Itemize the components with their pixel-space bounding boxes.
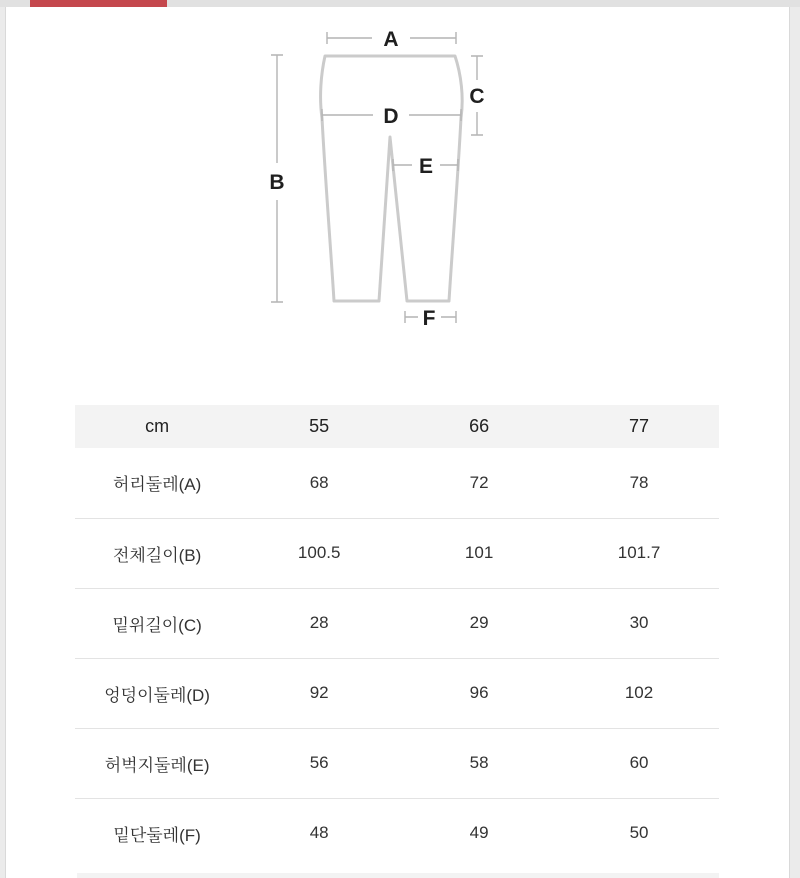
- cell-value: 102: [624, 683, 654, 702]
- cell-value: 49: [469, 823, 489, 843]
- measure-label-b: B: [269, 171, 285, 194]
- row-label: 허벅지둘레(E): [104, 755, 210, 775]
- cell-value: 56: [309, 753, 329, 772]
- measure-label-e: E: [418, 155, 434, 178]
- measure-label-f: F: [422, 307, 436, 330]
- table-row: [75, 448, 719, 518]
- cell-value: 29: [469, 613, 489, 632]
- cell-value: 72: [469, 472, 489, 492]
- size-table-container: [75, 405, 719, 868]
- cell-value: 60: [629, 753, 649, 772]
- row-label: 밑단둘레(F): [113, 825, 201, 845]
- unit-header-cell: cm: [145, 416, 170, 436]
- table-row: [75, 658, 719, 728]
- row-label: 밑위길이(C): [112, 615, 202, 635]
- table-row: [75, 588, 719, 658]
- measure-label-d: D: [383, 105, 399, 128]
- cell-value: 101.7: [617, 543, 661, 562]
- table-row: [75, 728, 719, 798]
- size-column-header: 66: [469, 416, 490, 436]
- table-row: [75, 798, 719, 868]
- next-table-header-partial: [77, 873, 719, 878]
- row-label: 전체길이(B): [112, 545, 202, 565]
- size-table: [75, 405, 719, 868]
- cell-value: 50: [629, 823, 649, 843]
- size-column-header: 77: [629, 416, 650, 436]
- row-label: 허리둘레(A): [112, 475, 202, 495]
- cell-value: 48: [309, 823, 329, 843]
- cell-value: 68: [309, 472, 329, 492]
- size-table-header-row: [75, 405, 719, 448]
- cell-value: 58: [469, 753, 489, 772]
- cell-value: 28: [309, 613, 329, 632]
- row-label: 엉덩이둘레(D): [104, 685, 210, 705]
- table-row: [75, 518, 719, 588]
- cell-value: 30: [629, 613, 649, 632]
- measure-label-a: A: [383, 28, 399, 51]
- measure-label-c: C: [469, 85, 485, 108]
- cell-value: 92: [309, 683, 329, 702]
- cell-value: 96: [469, 683, 489, 702]
- size-column-header: 55: [309, 416, 330, 436]
- cell-value: 101: [464, 543, 494, 562]
- cell-value: 78: [629, 472, 649, 492]
- cell-value: 100.5: [297, 543, 341, 562]
- scroll-progress-bar: [30, 0, 167, 7]
